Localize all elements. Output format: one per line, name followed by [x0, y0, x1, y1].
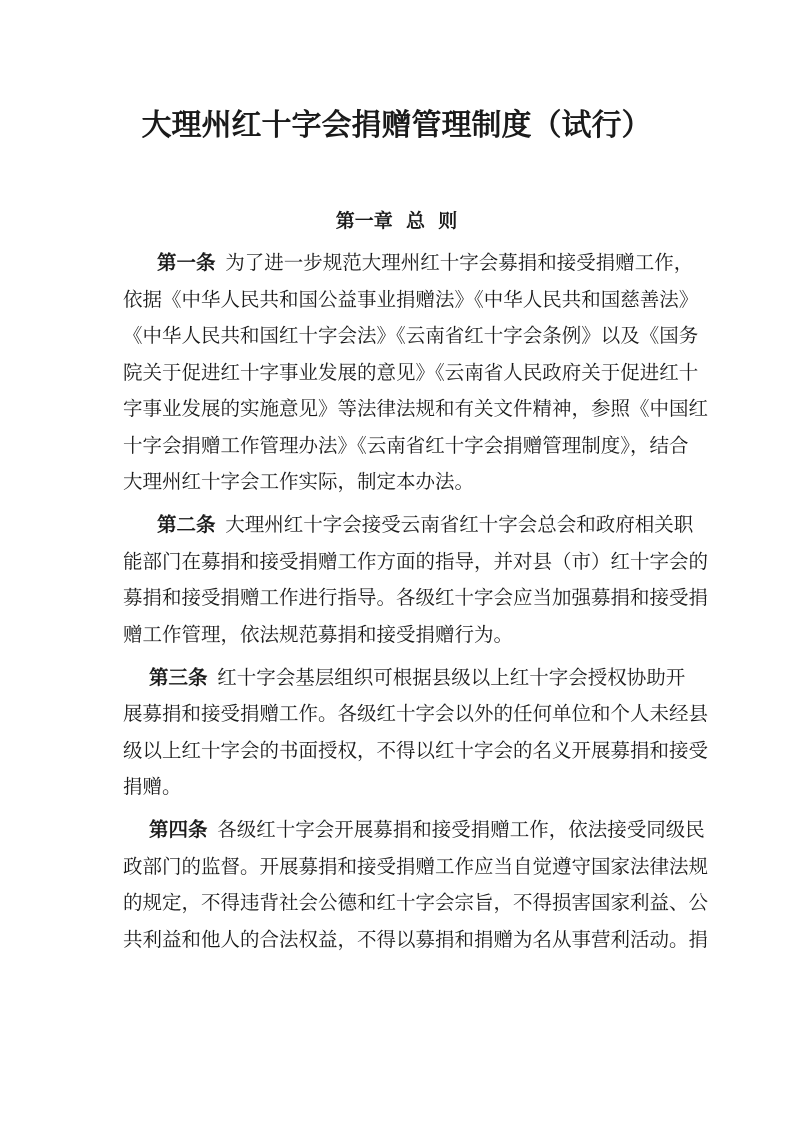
article-3-line-3: 级以上红十字会的书面授权，不得以红十字会的名义开展募捐和接受 [123, 738, 709, 762]
article-3-text-1: 红十字会基层组织可根据县级以上红十字会授权协助开 [217, 665, 686, 689]
article-1 [123, 245, 709, 501]
article-4-line-4: 共利益和他人的合法权益，不得以募捐和捐赠为名从事营利活动。捐 [123, 927, 709, 951]
chapter-heading: 第一章 总 则 [335, 210, 458, 232]
article-4-text-1: 各级红十字会开展募捐和接受捐赠工作，依法接受同级民 [217, 818, 705, 841]
article-1-label: 第一条 [157, 251, 216, 274]
article-3-line-2: 展募捐和接受捐赠工作。各级红十字会以外的任何单位和个人未经县 [123, 702, 709, 725]
article-1-line-7: 大理州红十字会工作实际，制定本办法。 [123, 470, 475, 493]
article-1-line-3: 《中华人民共和国红十字会法》《云南省红十字会条例》以及《国务 [123, 324, 699, 347]
document-title: 大理州红十字会捐赠管理制度（试行） [141, 108, 652, 143]
article-2-line-2: 能部门在募捐和接受捐赠工作方面的指导，并对县（市）红十字会的 [123, 549, 709, 573]
article-2 [123, 507, 709, 653]
article-2-label: 第二条 [157, 513, 216, 536]
article-4 [123, 812, 709, 958]
article-3-line-4: 捐赠。 [123, 775, 182, 798]
article-1-text-1: 为了进一步规范大理州红十字会募捐和接受捐赠工作， [225, 251, 694, 274]
document-body [123, 245, 709, 958]
article-4-line-3: 的规定，不得违背社会公德和红十字会宗旨，不得损害国家利益、公 [123, 891, 709, 914]
article-1-line-1 [123, 245, 694, 282]
article-4-label: 第四条 [149, 818, 208, 841]
article-1-line-6: 十字会捐赠工作管理办法》《云南省红十字会捐赠管理制度》，结合 [123, 433, 689, 457]
article-2-line-1 [123, 507, 694, 544]
article-1-line-4: 院关于促进红十字事业发展的意见》《云南省人民政府关于促进红十 [123, 360, 699, 384]
article-2-text-1: 大理州红十字会接受云南省红十字会总会和政府相关职 [225, 513, 694, 536]
article-3-label: 第三条 [149, 665, 208, 689]
article-4-line-2: 政部门的监督。开展募捐和接受捐赠工作应当自觉遵守国家法律法规 [123, 854, 709, 878]
article-3-line-1 [123, 660, 686, 697]
article-4-line-1 [123, 812, 705, 849]
article-1-line-5: 字事业发展的实施意见》等法律法规和有关文件精神，参照《中国红 [123, 397, 709, 420]
article-2-line-3: 募捐和接受捐赠工作进行指导。各级红十字会应当加强募捐和接受捐 [123, 586, 709, 609]
article-2-line-4: 赠工作管理，依法规范募捐和接受捐赠行为。 [123, 622, 514, 646]
article-1-line-2: 依据《中华人民共和国公益事业捐赠法》《中华人民共和国慈善法》 [123, 287, 699, 311]
article-3 [123, 660, 709, 806]
